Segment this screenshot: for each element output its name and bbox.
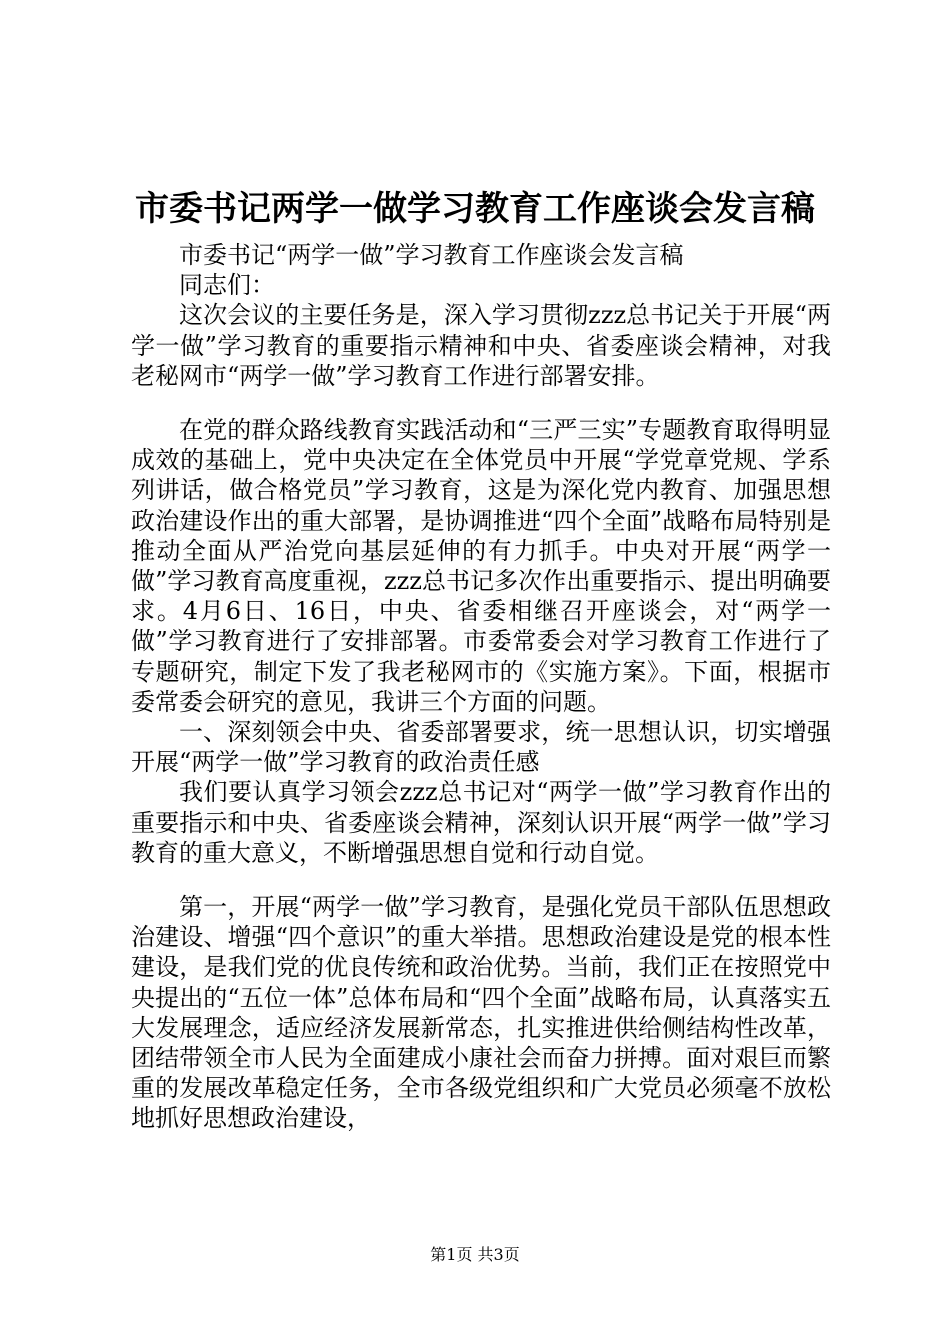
page-footer: 第1页 共3页: [430, 1245, 520, 1264]
paragraph-2: 在党的群众路线教育实践活动和“三严三实”专题教育取得明显成效的基础上，党中央决定在全体党员中开展“学党章党规、学系列讲话，做合格党员”学习教育，这是为深化党内教育、加强思想政治建设作出的重大部署，是协调推进“四个全面”战略布局特别是推动全面从严治党向基层延伸的有力抓手。中央对开展“两学一做”学习教育高度重视，zzz总书记多次作出重要指示、提出明确要求。4月6日、16日，中央、省委相继召开座谈会，对“两学一做”学习教育进行了安排部署。市委常委会对学习教育工作进行了专题研究，制定下发了我老秘网市的《实施方案》。下面，根据市委常委会研究的意见，我讲三个方面的问题。: [131, 416, 831, 716]
paragraph-4: 第一，开展“两学一做”学习教育，是强化党员干部队伍思想政治建设、增强“四个意识”的重大举措。思想政治建设是党的根本性建设，是我们党的优良传统和政治优势。当前，我们正在按照党中央提出的“五位一体”总体布局和“四个全面”战略布局，认真落实五大发展理念，适应经济发展新常态，扎实推进供给侧结构性改革，团结带领全市人民为全面建成小康社会而奋力拼搏。面对艰巨而繁重的发展改革稳定任务，全市各级党组织和广大党员必须毫不放松地抓好思想政治建设，: [131, 893, 831, 1133]
document-body: [131, 240, 831, 1134]
paragraph-salutation: 同志们：: [179, 271, 275, 300]
document-title: 市委书记两学一做学习教育工作座谈会发言稿: [135, 189, 815, 229]
paragraph-1: 这次会议的主要任务是，深入学习贯彻zzz总书记关于开展“两学一做”学习教育的重要指示精神和中央、省委座谈会精神，对我老秘网市“两学一做”学习教育工作进行部署安排。: [131, 301, 831, 390]
section-heading-1: 一、深刻领会中央、省委部署要求，统一思想认识，切实增强开展“两学一做”学习教育的政治责任感: [131, 718, 831, 777]
paragraph-3: 我们要认真学习领会zzz总书记对“两学一做”学习教育作出的重要指示和中央、省委座谈会精神，深刻认识开展“两学一做”学习教育的重大意义，不断增强思想自觉和行动自觉。: [131, 778, 831, 867]
paragraph-subtitle: 市委书记“两学一做”学习教育工作座谈会发言稿: [179, 241, 684, 269]
